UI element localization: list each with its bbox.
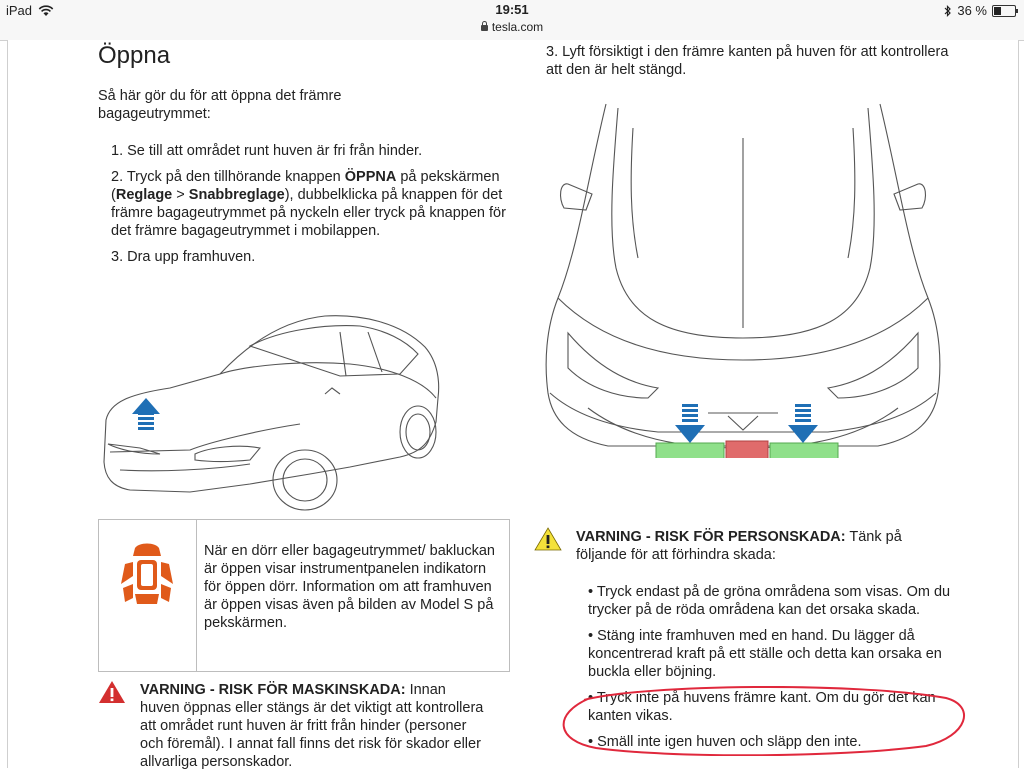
url-bar[interactable]	[0, 20, 1024, 34]
bullet-item: • Stäng inte framhuven med en hand. Du lägger då koncentrerad kraft på ett ställe och detta kan orsaka en buckla eller böjning.	[588, 628, 942, 680]
clock: 19:51	[495, 2, 529, 17]
device-label: iPad	[6, 3, 33, 18]
car-front-illustration	[538, 98, 948, 458]
bluetooth-icon	[944, 5, 952, 17]
step-1: 1. Se till att området runt huven är fri från hinder.	[111, 143, 423, 159]
up-arrow-icon	[132, 398, 160, 430]
machine-damage-warning: VARNING - RISK FÖR MASKINSKADA: Innan huven öppnas eller stängs är det viktigt att kontrollera att området runt huven är fritt från hinder (personer och föremål). I annat fall finns det risk för skador eller allvarliga personskador.	[140, 682, 484, 770]
step-2: 2. Tryck på den tillhörande knappen ÖPPNA på pekskärmen (Reglage > Snabbreglage), dubbelklicka på knappen för det främre bagageutrymmet på nyckeln eller tryck på knappen för det främre bagageutrymmet i mobilappen.	[111, 169, 506, 239]
bullet-item: • Smäll inte igen huven och släpp den inte.	[588, 734, 862, 750]
lock-icon	[481, 25, 488, 31]
battery-icon	[992, 5, 1016, 17]
bullet-item: • Tryck endast på de gröna områdena som visas. Om du trycker på de röda områdena kan det orsaka skada.	[588, 584, 951, 618]
page-title: Öppna	[98, 42, 171, 69]
battery-percent: 36 %	[957, 3, 987, 18]
manual-page	[7, 40, 1019, 768]
annotation-circle	[556, 686, 966, 756]
status-right	[944, 3, 1016, 18]
warning-yellow-icon	[534, 527, 562, 551]
step-3: 3. Dra upp framhuven.	[111, 249, 256, 265]
info-text: När en dörr eller bagageutrymmet/ bakluckan är öppen visar instrumentpanelen indikatorn för öppen dörr. Information om att framhuven är öppen visas även på bilden av Model S på pekskärmen.	[204, 543, 495, 631]
car-side-illustration	[100, 302, 450, 512]
door-open-indicator-icon	[117, 542, 177, 612]
green-zone-right	[770, 443, 838, 458]
green-zone-left	[656, 443, 724, 458]
ios-status-bar	[0, 0, 1024, 41]
intro-text: Så här gör du för att öppna det främre bagageutrymmet:	[98, 88, 342, 122]
steps-list	[111, 142, 516, 274]
step-3-right: 3. Lyft försiktigt i den främre kanten på huven för att kontrollera att den är helt stängd.	[546, 44, 949, 78]
down-arrow-icon-right	[788, 404, 818, 443]
info-divider	[196, 520, 197, 671]
url-text: tesla.com	[491, 20, 544, 34]
red-zone-center	[726, 441, 768, 458]
warning-red-icon	[98, 680, 126, 704]
info-box	[98, 519, 510, 672]
bullet-item: • Tryck inte på huvens främre kant. Om du gör det kan kanten vikas.	[588, 690, 936, 724]
personal-injury-warning: VARNING - RISK FÖR PERSONSKADA: Tänk på följande för att förhindra skada:	[576, 529, 902, 563]
down-arrow-icon-left	[675, 404, 705, 443]
